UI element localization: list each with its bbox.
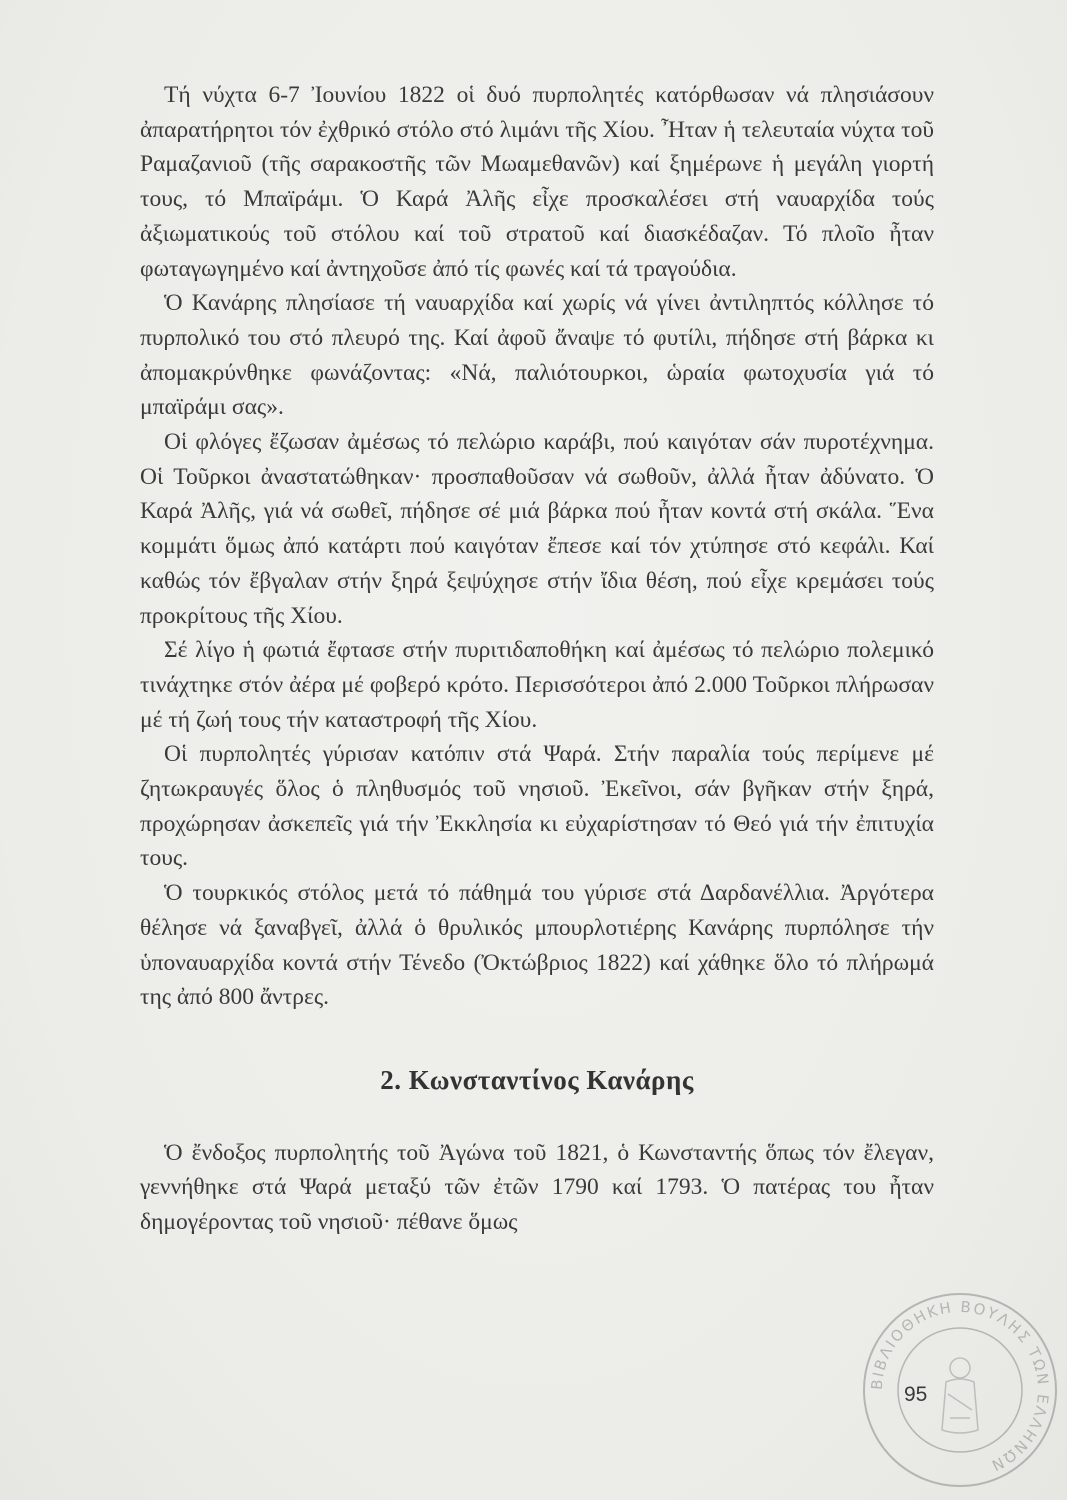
library-stamp [860, 1290, 1060, 1490]
paragraph-1: Τή νύχτα 6-7 Ἰουνίου 1822 οἱ δυό πυρπολητές κατόρθωσαν νά πλησιάσουν ἀπαρατήρητοι τόν ἐχθρικό στόλο στό λιμάνι τῆς Χίου. Ἦταν ἡ τελευταία νύχτα τοῦ Ραμαζανιοῦ (τῆς σαρακοστῆς τῶν Μωαμεθανῶν) καί ξημέρωνε ἡ μεγάλη γιορτή τους, τό Μπαϊράμι. Ὁ Καρά Ἀλῆς εἶχε προσκαλέσει στή ναυαρχίδα τούς ἀξιωματικούς τοῦ στόλου καί τοῦ στρατοῦ καί διασκέδαζαν. Τό πλοῖο ἦταν φωταγωγημένο καί ἀντηχοῦσε ἀπό τίς φωνές καί τά τραγούδια. [140, 82, 934, 282]
stamp-text: ΒΙΒΛΙΟΘΗΚΗ ΒΟΥΛΗΣ ΤΩΝ ΕΛΛΗΝΩΝ [867, 1297, 1053, 1476]
paragraph-4: Σέ λίγο ἡ φωτιά ἔφτασε στήν πυριτιδαποθήκη καί ἀμέσως τό πελώριο πολεμικό τινάχτηκε στόν ἀέρα μέ φοβερό κρότο. Περισσότεροι ἀπό 2.000 Τοῦρκοι πλήρωσαν μέ τή ζωή τους τήν καταστροφή τῆς Χίου. [140, 637, 934, 733]
section-heading: 2. Κωνσταντίνος Κανάρης [380, 1064, 694, 1095]
svg-text:ΒΙΒΛΙΟΘΗΚΗ ΒΟΥΛΗΣ ΤΩΝ ΕΛΛΗΝΩΝ [868, 1298, 1052, 1475]
paragraph-3: Οἱ φλόγες ἔζωσαν ἀμέσως τό πελώριο καράβι, πού καιγόταν σάν πυροτέχνημα. Οἱ Τοῦρκοι ἀναστατώθηκαν· προσπαθοῦσαν νά σωθοῦν, ἀλλά ἦταν ἀδύνατο. Ὁ Καρά Ἀλῆς, γιά νά σωθεῖ, πήδησε σέ μιά βάρκα πού ἦταν κοντά στή σκάλα. Ἕνα κομμάτι ὅμως ἀπό κατάρτι πού καιγόταν ἔπεσε καί τόν χτύπησε στό κεφάλι. Καί καθώς τόν ἔβγαλαν στήν ξηρά ξεψύχησε στήν ἴδια θέση, πού εἶχε κρεμάσει τούς προκρίτους τῆς Χίου. [140, 429, 934, 629]
main-text [140, 78, 934, 1240]
paragraph-6: Ὁ τουρκικός στόλος μετά τό πάθημά του γύρισε στά Δαρδανέλλια. Ἀργότερα θέλησε νά ξαναβγεῖ, ἀλλά ὁ θρυλικός μπουρλοτιέρης Κανάρης πυρπόλησε τήν ὑποναυαρχίδα κοντά στήν Τένεδο (Ὀκτώβριος 1822) καί χάθηκε ὅλο τό πλήρωμά της ἀπό 800 ἄντρες. [140, 880, 934, 1011]
paragraph-2: Ὁ Κανάρης πλησίασε τή ναυαρχίδα καί χωρίς νά γίνει ἀντιληπτός κόλλησε τό πυρπολικό του στό πλευρό της. Καί ἀφοῦ ἄναψε τό φυτίλι, πήδησε στή βάρκα κι ἀπομακρύνθηκε φωνάζοντας: «Νά, παλιότουρκοι, ὡραία φωτοχυσία γιά τό μπαϊράμι σας». [140, 290, 934, 421]
stamp-figure [942, 1358, 978, 1433]
page-number: 95 [904, 1383, 928, 1406]
paragraph-5: Οἱ πυρπολητές γύρισαν κατόπιν στά Ψαρά. Στήν παραλία τούς περίμενε μέ ζητωκραυγές ὅλος ὁ πληθυσμός τοῦ νησιοῦ. Ἐκεῖνοι, σάν βγῆκαν στήν ξηρά, προχώρησαν ἀσκεπεῖς γιά τήν Ἐκκλησία κι εὐχαρίστησαν τό Θεό γιά τήν ἐπιτυχία τους. [140, 741, 934, 872]
paragraph-7: Ὁ ἔνδοξος πυρπολητής τοῦ Ἀγώνα τοῦ 1821, ὁ Κωνσταντής ὅπως τόν ἔλεγαν, γεννήθηκε στά Ψαρά μεταξύ τῶν ἐτῶν 1790 καί 1793. Ὁ πατέρας του ἦταν δημογέροντας τοῦ νησιοῦ· πέθανε ὅμως [140, 1139, 934, 1236]
